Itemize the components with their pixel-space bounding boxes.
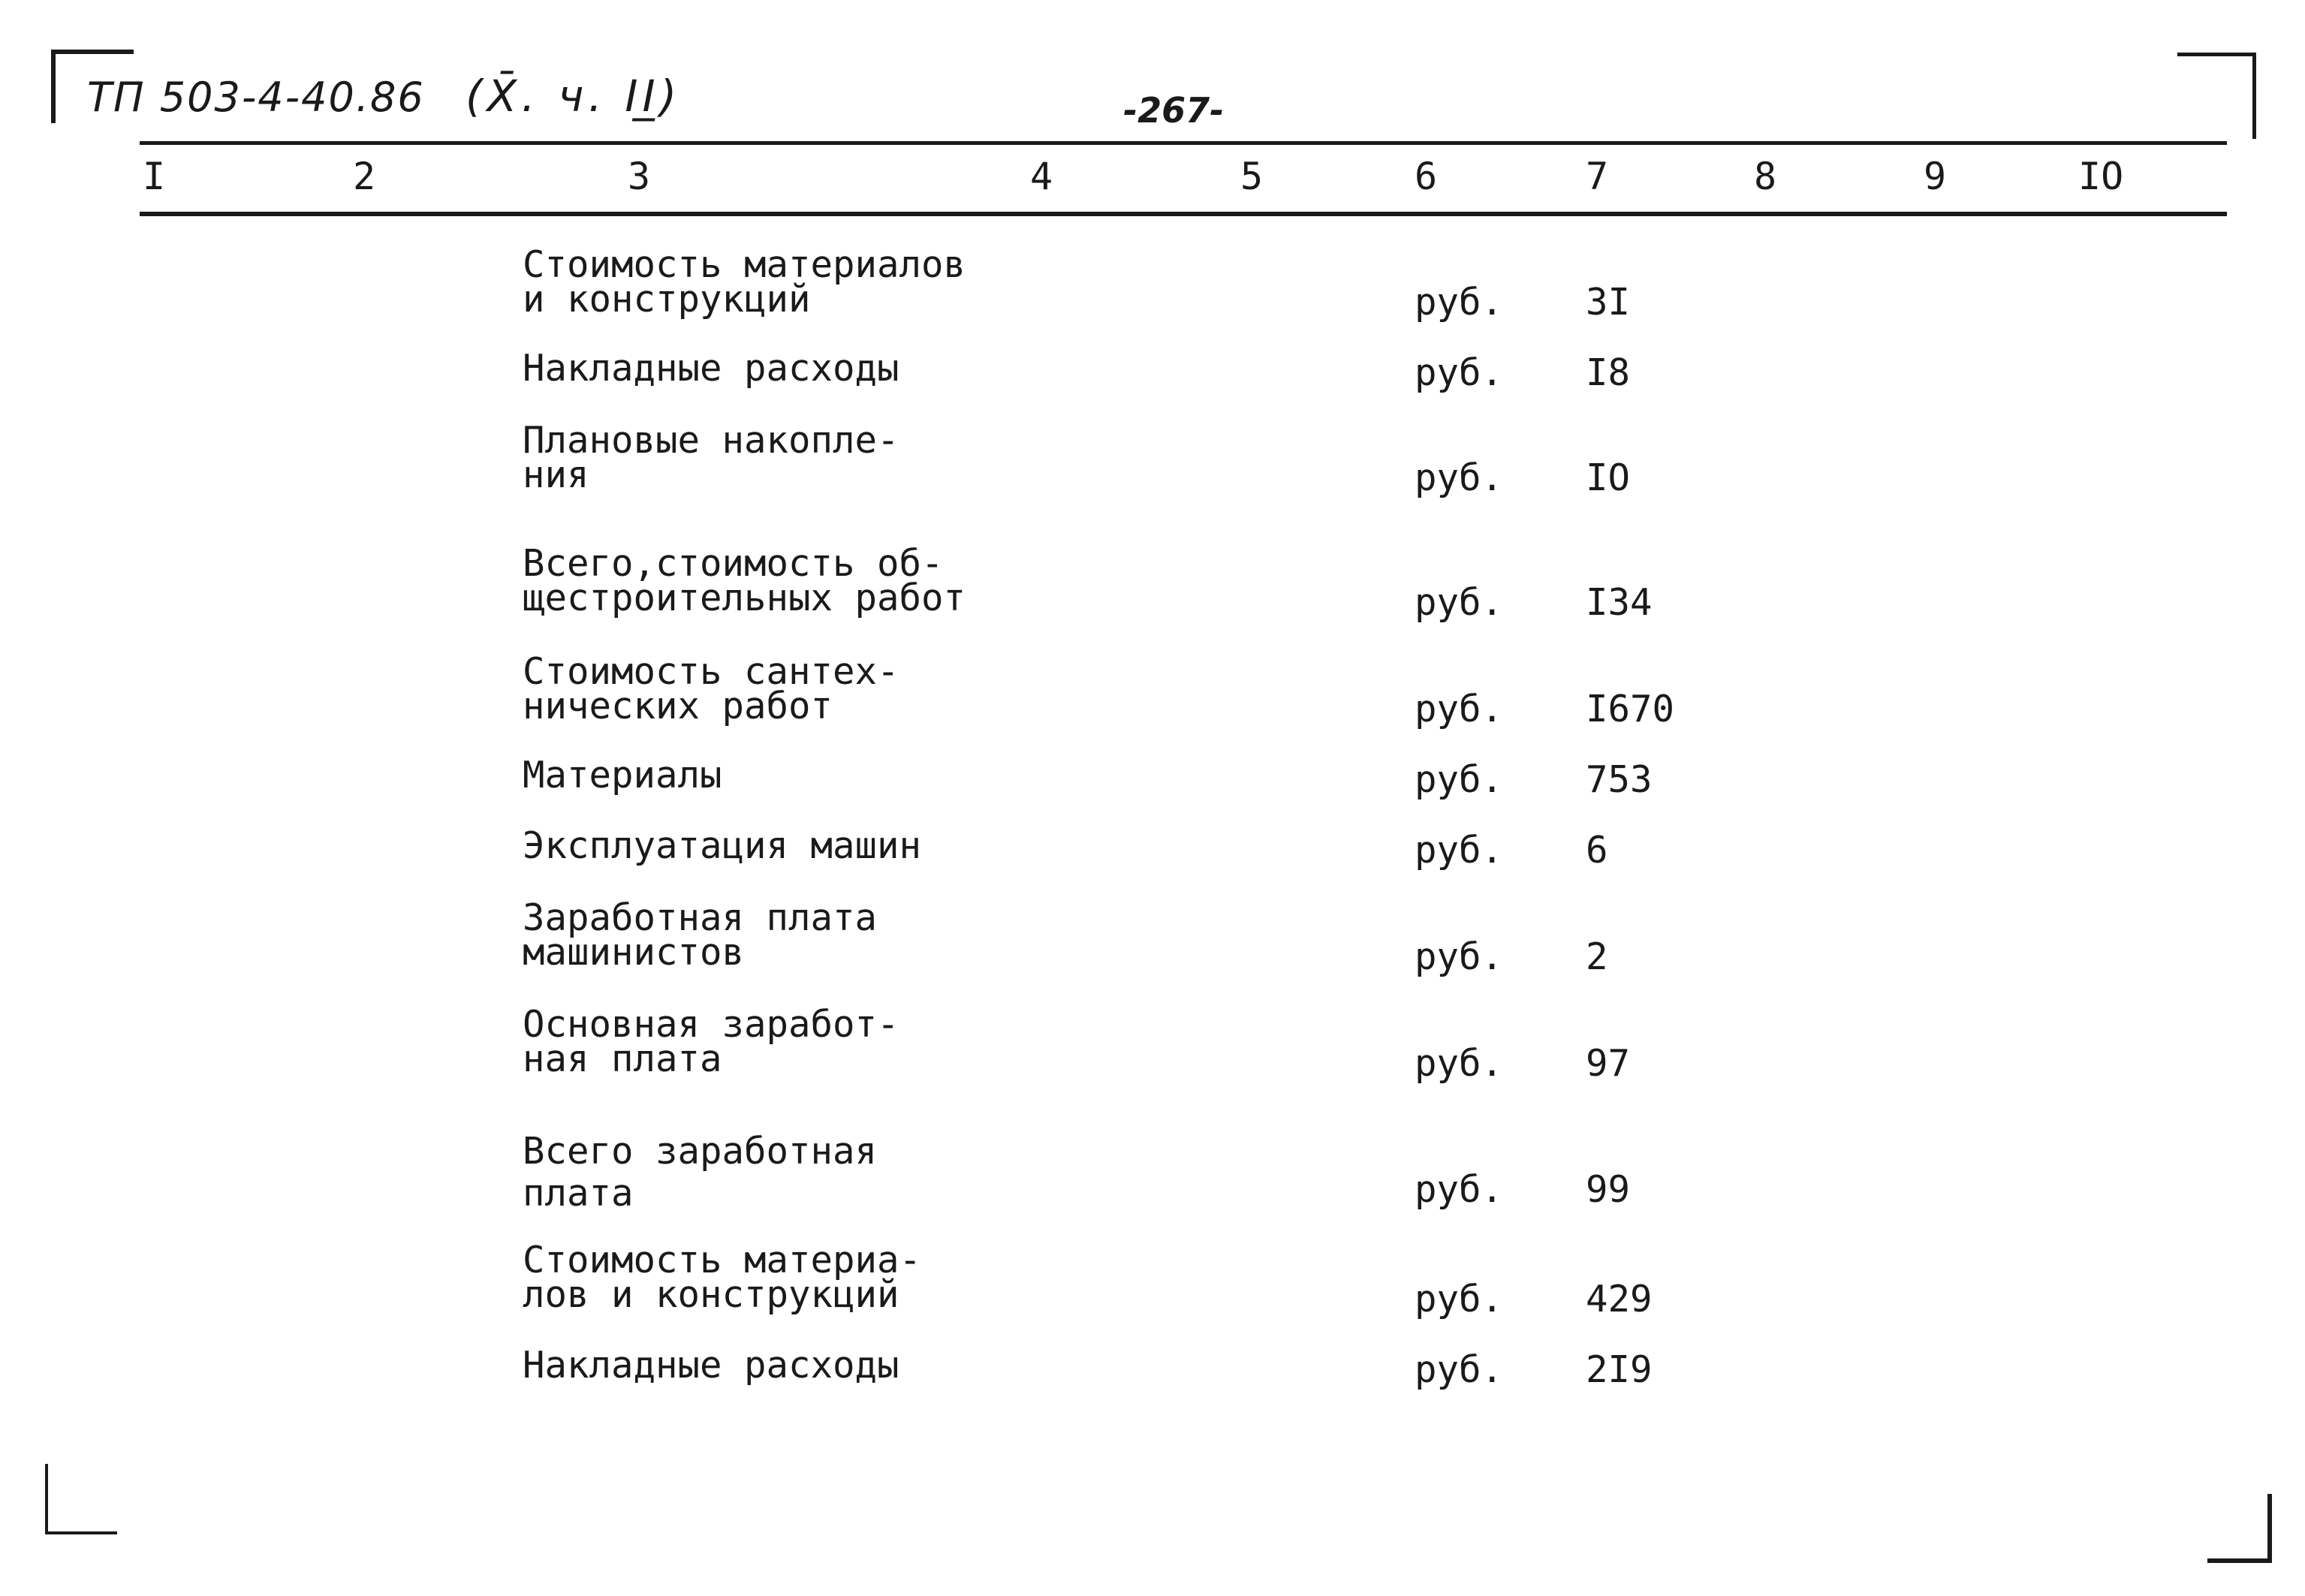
- column-header-6: 6: [1415, 155, 1438, 198]
- frame-corner-top-right: [2177, 53, 2256, 139]
- row-description: Всего,стоимость об- щестроительных работ: [523, 542, 966, 619]
- row-description: Стоимость материалов и конструкций: [523, 243, 966, 321]
- row-unit: руб.: [1415, 829, 1504, 872]
- row-unit: руб.: [1415, 581, 1504, 624]
- column-header-4: 4: [1030, 155, 1053, 198]
- row-unit: руб.: [1415, 1348, 1504, 1391]
- row-description: Накладные расходы: [523, 347, 899, 390]
- column-header-5: 5: [1240, 155, 1264, 198]
- frame-corner-bottom-left: [45, 1464, 117, 1534]
- column-header-8: 8: [1754, 155, 1777, 198]
- row-value: 3I: [1586, 281, 1631, 324]
- row-value: 2I9: [1586, 1348, 1653, 1391]
- frame-corner-bottom-right: [2207, 1494, 2272, 1563]
- column-header-7: 7: [1586, 155, 1609, 198]
- row-value: I34: [1586, 581, 1653, 624]
- row-value: I8: [1586, 351, 1631, 394]
- row-description: Эксплуатация машин: [523, 824, 922, 867]
- row-value: I670: [1586, 688, 1675, 730]
- row-description: Плановые накопле- ния: [523, 419, 899, 496]
- row-value: 753: [1586, 758, 1653, 801]
- column-header-1: I: [143, 155, 166, 198]
- page-number: -267-: [1123, 90, 1225, 131]
- row-value: 429: [1586, 1278, 1653, 1320]
- row-unit: руб.: [1415, 456, 1504, 499]
- column-header-2: 2: [353, 155, 376, 198]
- row-unit: руб.: [1415, 688, 1504, 730]
- sheet-reference: (X̄. ч. II̲): [466, 71, 682, 122]
- row-description: Стоимость сантех- нических работ: [523, 650, 899, 727]
- row-unit: руб.: [1415, 1278, 1504, 1320]
- row-description: Всего заработная плата: [523, 1130, 878, 1215]
- column-header-3: 3: [628, 155, 651, 198]
- row-description: Стоимость материа- лов и конструкций: [523, 1239, 922, 1316]
- row-description: Заработная плата машинистов: [523, 896, 878, 974]
- row-description: Основная заработ- ная плата: [523, 1003, 899, 1080]
- row-description: Материалы: [523, 754, 722, 796]
- row-value: IO: [1586, 456, 1631, 499]
- column-header-10: IO: [2078, 155, 2124, 198]
- row-unit: руб.: [1415, 935, 1504, 978]
- row-description: Накладные расходы: [523, 1344, 899, 1387]
- table-header-top-rule: [140, 141, 2227, 145]
- row-value: 2: [1586, 935, 1608, 978]
- row-unit: руб.: [1415, 1168, 1504, 1211]
- row-value: 6: [1586, 829, 1608, 872]
- row-unit: руб.: [1415, 351, 1504, 394]
- row-unit: руб.: [1415, 281, 1504, 324]
- document-code: ТП 503-4-40.86: [87, 74, 425, 121]
- row-unit: руб.: [1415, 758, 1504, 801]
- row-unit: руб.: [1415, 1042, 1504, 1085]
- row-value: 99: [1586, 1168, 1631, 1211]
- row-value: 97: [1586, 1042, 1631, 1085]
- column-header-9: 9: [1924, 155, 1947, 198]
- table-header-bottom-rule: [140, 212, 2227, 216]
